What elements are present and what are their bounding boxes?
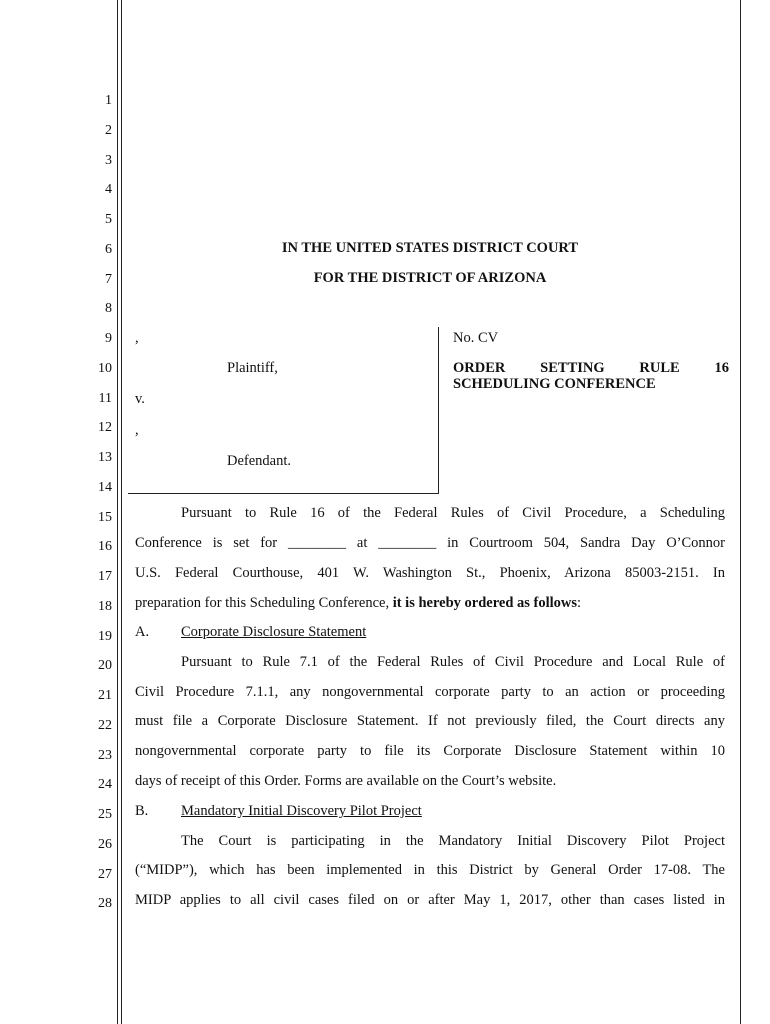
line-number: 10	[98, 361, 112, 376]
intro-text: preparation for this Scheduling Conference,	[135, 595, 393, 611]
order-title-line1	[453, 360, 729, 376]
section-line: Pursuant to Rule 7.1 of the Federal Rules of Civil Procedure and Local Rule of	[181, 654, 725, 670]
line-number: 6	[105, 242, 112, 257]
line-number: 16	[98, 539, 112, 554]
line-number: 2	[105, 123, 112, 138]
line-number: 13	[98, 450, 112, 465]
order-title	[453, 360, 729, 392]
line-number: 4	[105, 182, 112, 197]
intro-line: Pursuant to Rule 16 of the Federal Rules of Civil Procedure, a Scheduling	[181, 505, 725, 521]
intro-line-last	[135, 595, 581, 612]
left-margin-rule-outer	[117, 0, 118, 1024]
order-phrase: it is hereby ordered as follows	[392, 595, 578, 611]
intro-line: U.S. Federal Courthouse, 401 W. Washington St., Phoenix, Arizona 85003-2151. In	[135, 565, 725, 581]
defendant-label: Defendant.	[227, 453, 292, 469]
section-line: nongovernmental corporate party to file its Corporate Disclosure Statement within 10	[135, 743, 725, 759]
line-number: 14	[98, 480, 112, 495]
plaintiff-label: Plaintiff,	[227, 360, 278, 376]
line-number: 11	[98, 391, 112, 406]
order-title-line2: SCHEDULING CONFERENCE	[453, 376, 656, 392]
section-letter: B.	[135, 803, 149, 819]
section-heading: Mandatory Initial Discovery Pilot Project	[181, 803, 422, 819]
line-number: 27	[98, 867, 112, 882]
order-title-word: RULE	[639, 360, 680, 376]
line-number: 19	[98, 629, 112, 644]
line-number: 17	[98, 569, 112, 584]
line-number: 7	[105, 272, 112, 287]
line-number: 1	[105, 93, 112, 108]
line-number: 21	[98, 688, 112, 703]
order-title-word: 16	[714, 360, 729, 376]
line-number: 23	[98, 748, 112, 763]
plaintiff-name: ,	[135, 330, 139, 346]
line-number: 12	[98, 420, 112, 435]
line-number: 26	[98, 837, 112, 852]
line-number: 5	[105, 212, 112, 227]
line-number: 25	[98, 807, 112, 822]
section-line: MIDP applies to all civil cases filed on or after May 1, 2017, other than cases listed in	[135, 892, 725, 908]
court-title: IN THE UNITED STATES DISTRICT COURT	[281, 240, 579, 256]
section-line: must file a Corporate Disclosure Statement. If not previously filed, the Court directs any	[135, 713, 725, 729]
section-line: The Court is participating in the Mandatory Initial Discovery Pilot Project	[181, 833, 725, 849]
order-title-word: ORDER	[453, 360, 506, 376]
section-line: Civil Procedure 7.1.1, any nongovernmental corporate party to an action or proceeding	[135, 684, 725, 700]
line-number: 22	[98, 718, 112, 733]
line-number: 9	[105, 331, 112, 346]
defendant-name: ,	[135, 422, 139, 438]
line-number: 24	[98, 777, 112, 792]
court-district: FOR THE DISTRICT OF ARIZONA	[313, 270, 547, 286]
caption-divider-vertical	[438, 327, 439, 493]
line-number: 18	[98, 599, 112, 614]
line-number: 20	[98, 658, 112, 673]
section-line: (“MIDP”), which has been implemented in this District by General Order 17-08. The	[135, 862, 725, 878]
case-number: No. CV	[453, 330, 499, 346]
section-letter: A.	[135, 624, 150, 640]
order-title-word: SETTING	[540, 360, 605, 376]
section-line-last: days of receipt of this Order. Forms are available on the Court’s website.	[135, 773, 557, 789]
line-number: 15	[98, 510, 112, 525]
caption-divider-horizontal	[128, 493, 439, 494]
line-number: 3	[105, 153, 112, 168]
versus: v.	[135, 391, 145, 407]
colon: :	[577, 595, 582, 611]
right-margin-rule	[740, 0, 741, 1024]
line-number: 28	[98, 896, 112, 911]
intro-line: Conference is set for ________ at ________ in Courtroom 504, Sandra Day O’Connor	[135, 535, 725, 551]
left-margin-rule-inner	[121, 0, 122, 1024]
section-heading: Corporate Disclosure Statement	[181, 624, 367, 640]
line-number: 8	[105, 301, 112, 316]
